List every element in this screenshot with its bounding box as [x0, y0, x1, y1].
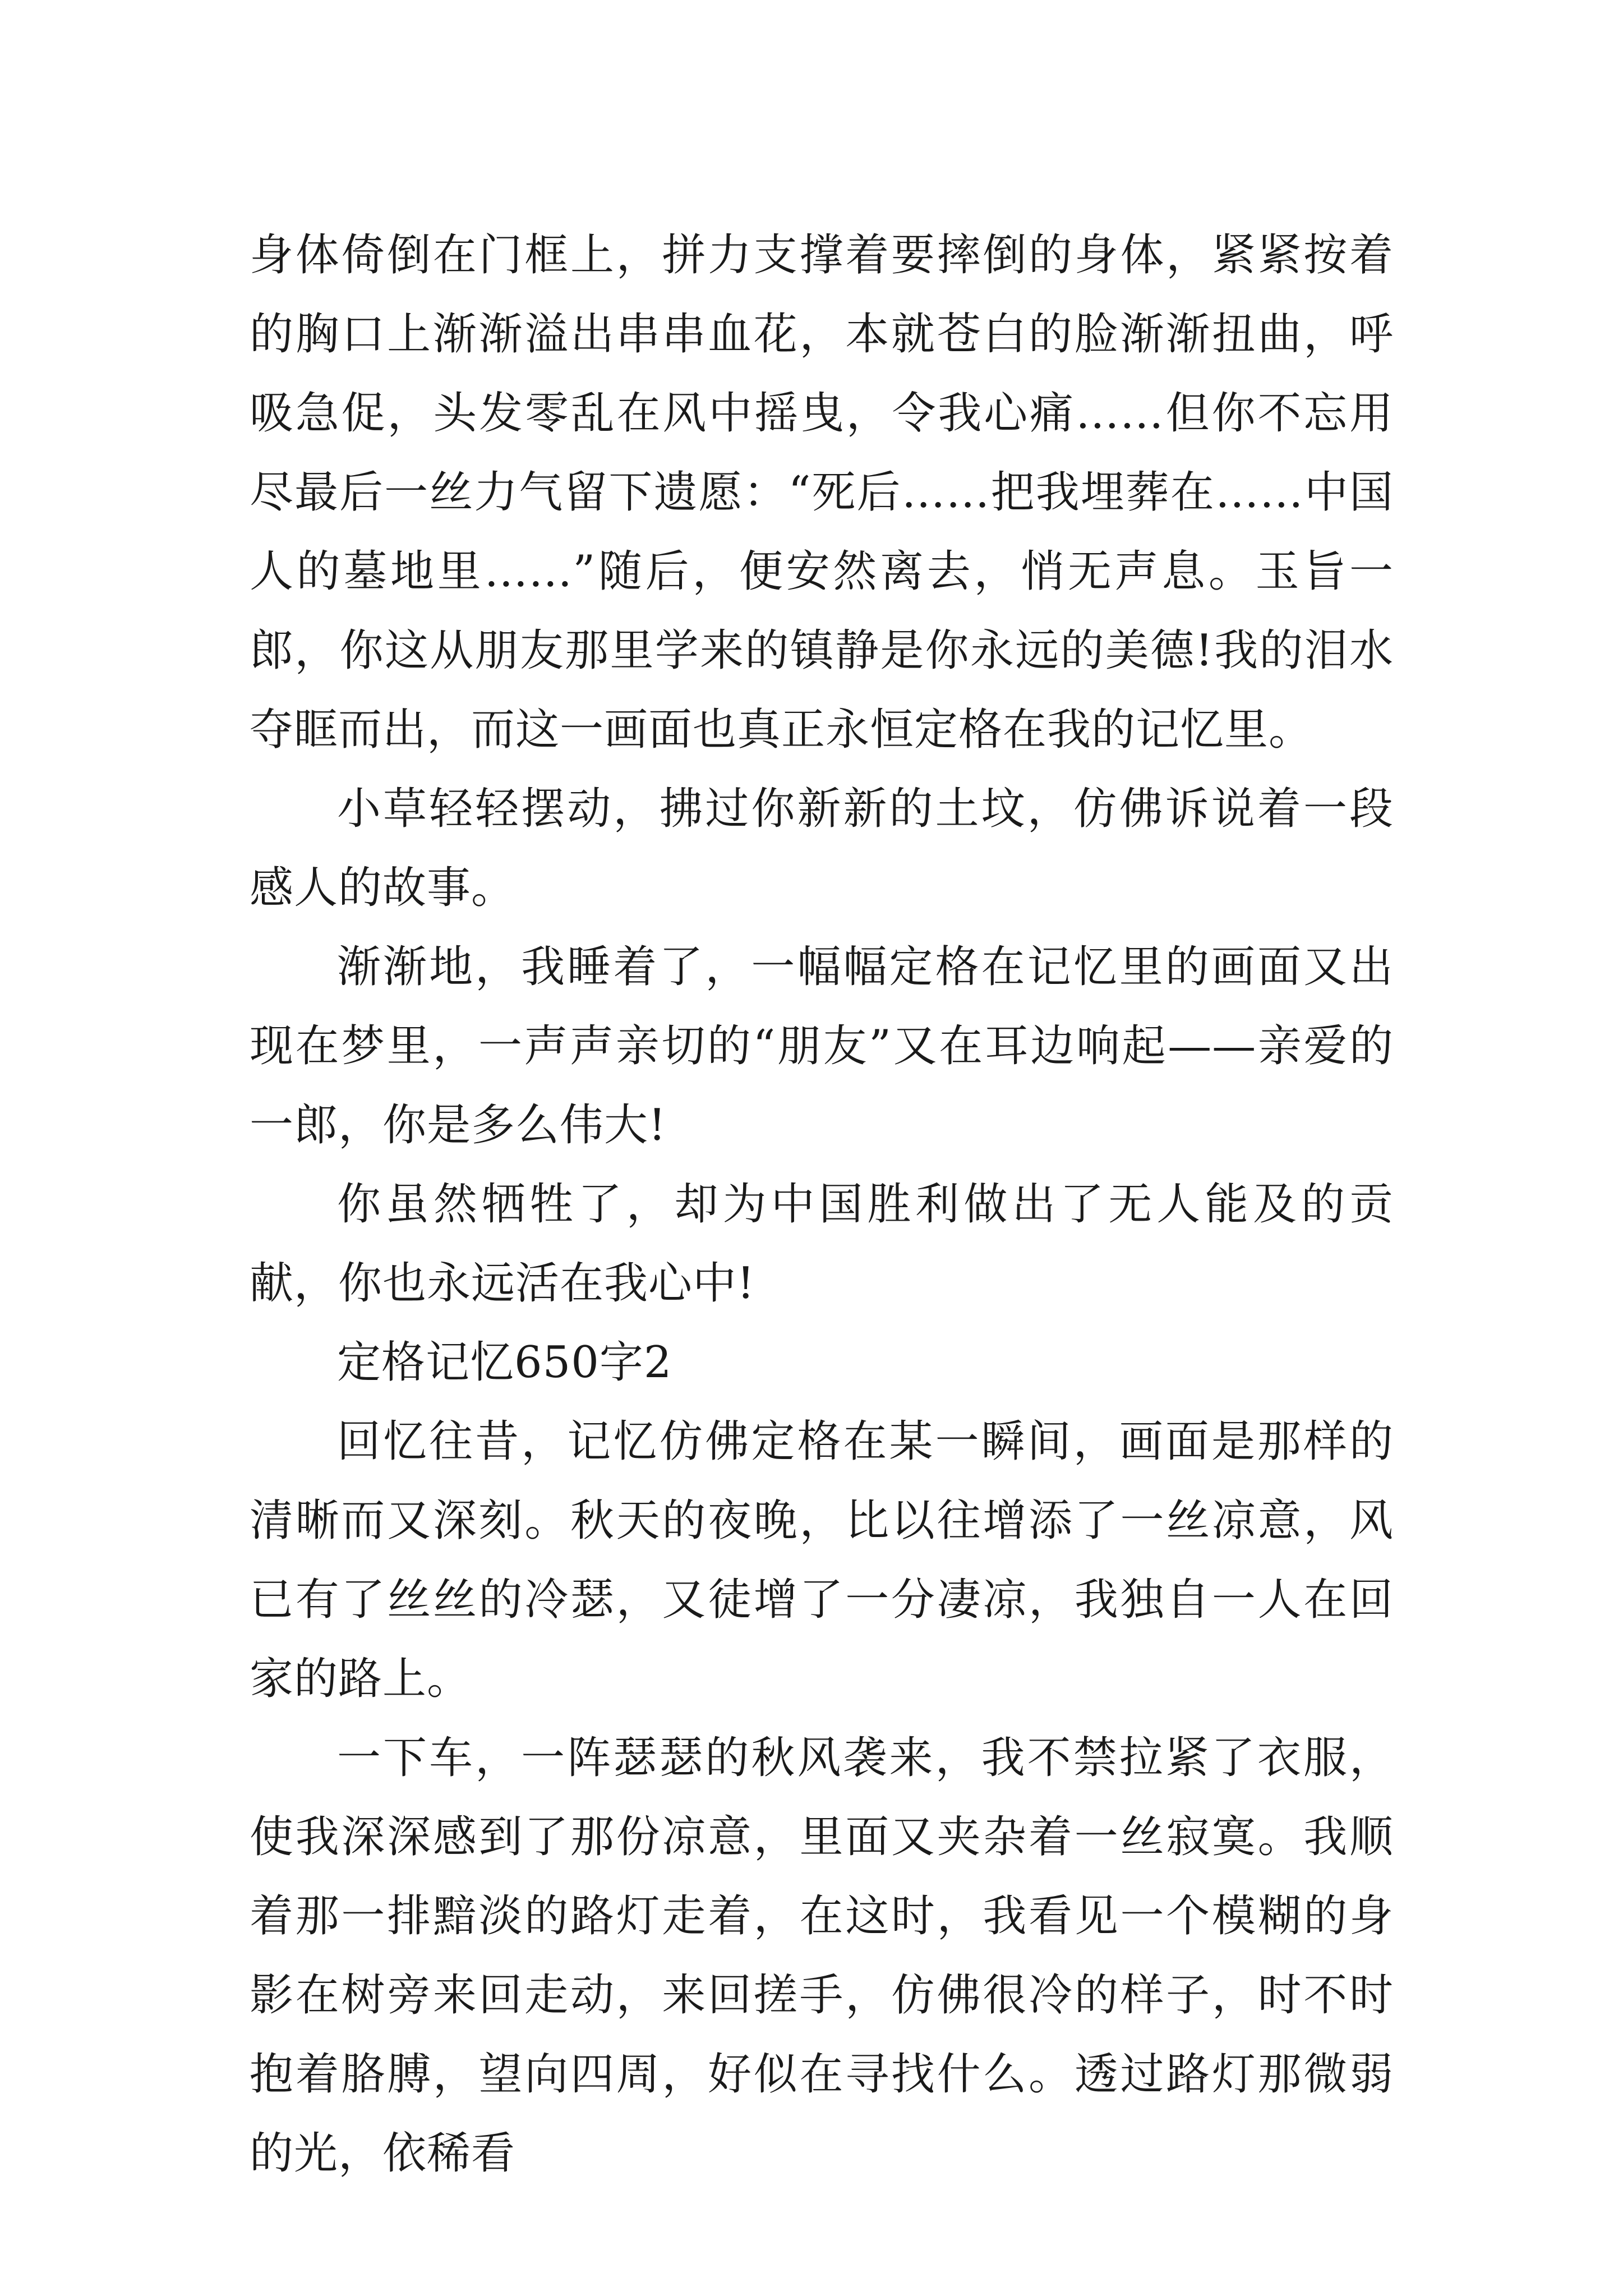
body-text	[250, 216, 1394, 2193]
paragraph-1: 身体倚倒在门框上，拼力支撑着要摔倒的身体，紧紧按着的胸口上渐渐溢出串串血花，本就苍白的脸渐渐扭曲，呼吸急促，头发零乱在风中摇曳，令我心痛……但你不忘用尽最后一丝力气留下遗愿：“死后……把我埋葬在……中国人的墓地里……”随后，便安然离去，悄无声息。玉旨一郎，你这从朋友那里学来的镇静是你永远的美德!我的泪水夺眶而出，而这一画面也真正永恒定格在我的记忆里。	[250, 230, 1394, 755]
paragraph-3: 渐渐地，我睡着了，一幅幅定格在记忆里的画面又出现在梦里，一声声亲切的“朋友”又在耳边响起——亲爱的一郎，你是多么伟大!	[250, 942, 1394, 1151]
paragraph-6: 一下车，一阵瑟瑟的秋风袭来，我不禁拉紧了衣服，使我深深感到了那份凉意，里面又夹杂着一丝寂寞。我顺着那一排黯淡的路灯走着，在这时，我看见一个模糊的身影在树旁来回走动，来回搓手，仿佛很冷的样子，时不时抱着胳膊，望向四周，好似在寻找什么。透过路灯那微弱的光，依稀看	[250, 1733, 1394, 2179]
paragraph-2: 小草轻轻摆动，拂过你新新的土坟，仿佛诉说着一段感人的故事。	[250, 784, 1394, 913]
paragraph-4: 你虽然牺牲了，却为中国胜利做出了无人能及的贡献，你也永远活在我心中!	[250, 1179, 1394, 1309]
paragraph-5: 回忆往昔，记忆仿佛定格在某一瞬间，画面是那样的清晰而又深刻。秋天的夜晚，比以往增添了一丝凉意，风已有了丝丝的冷瑟，又徒增了一分凄凉，我独自一人在回家的路上。	[250, 1416, 1394, 1704]
section-heading: 定格记忆650字2	[337, 1337, 672, 1388]
